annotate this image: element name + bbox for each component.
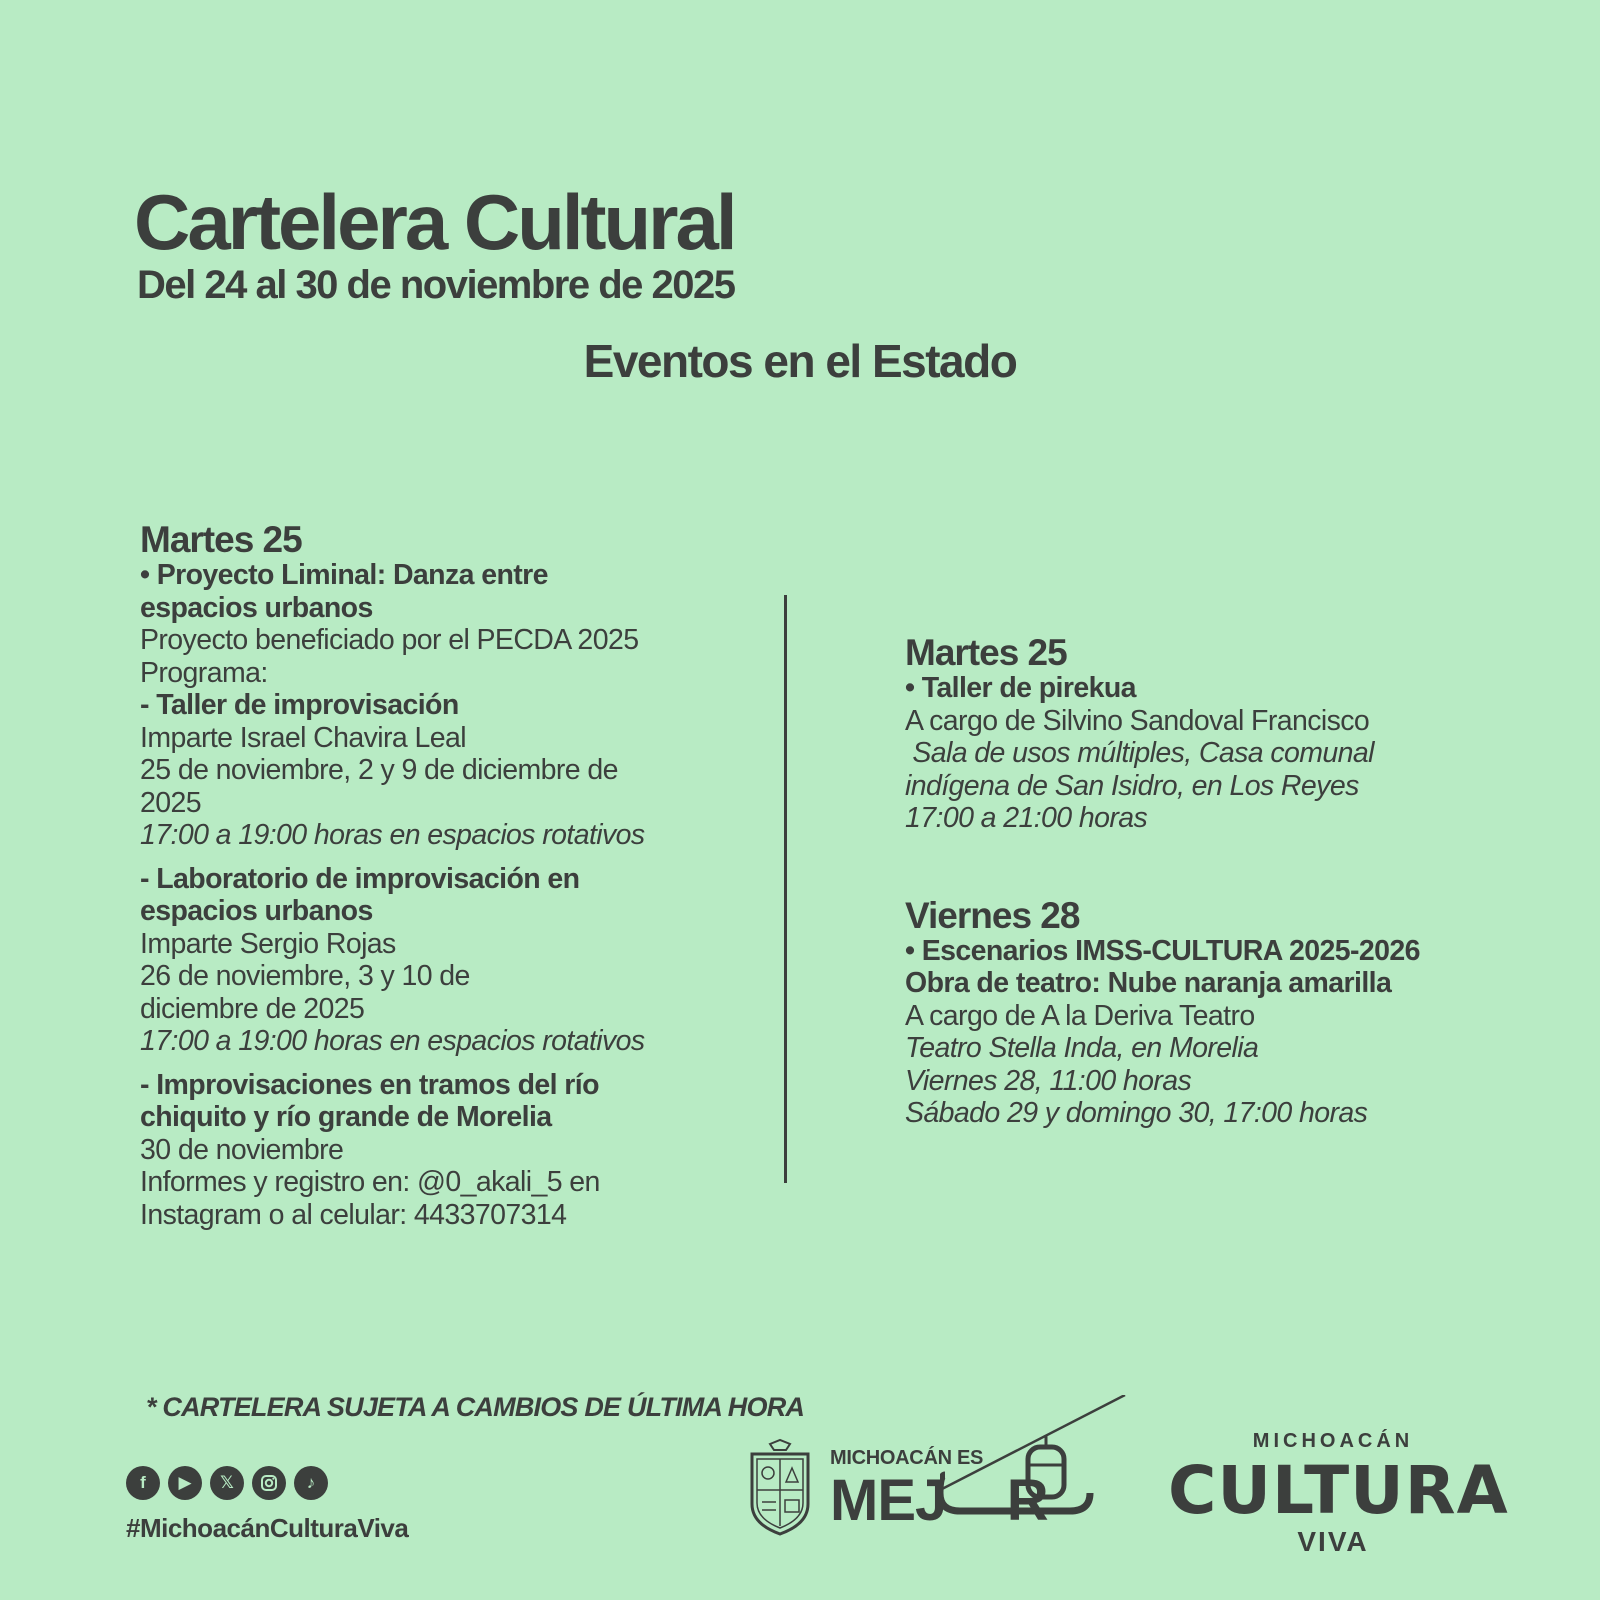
event-time-weekend: Sábado 29 y domingo 30, 17:00 horas: [905, 1097, 1368, 1129]
registration-info: Informes y registro en: @0_akali_5 en: [140, 1166, 600, 1198]
event-host: A cargo de A la Deriva Teatro: [905, 999, 1255, 1032]
workshop-title: - Taller de improvisación: [140, 689, 459, 721]
lab-title: - Laboratorio de improvisación en: [140, 862, 580, 895]
event-place-cont: indígena de San Isidro, en Los Reyes: [905, 769, 1359, 802]
facebook-icon[interactable]: f: [126, 1466, 160, 1500]
hashtag: #MichoacánCulturaViva: [126, 1513, 409, 1543]
social-icons: [126, 1466, 328, 1500]
lab-dates: 26 de noviembre, 3 y 10 de: [140, 960, 470, 992]
river-date: 30 de noviembre: [140, 1133, 344, 1166]
date-range-subtitle: Del 24 al 30 de noviembre de 2025: [137, 263, 735, 307]
lab-teacher: Imparte Sergio Rojas: [140, 927, 396, 960]
event-place: Sala de usos múltiples, Casa comunal: [905, 737, 1374, 769]
program-label: Programa:: [140, 656, 268, 689]
day-heading: Viernes 28: [905, 894, 1080, 936]
event-beneficiary: Proyecto beneficiado por el PECDA 2025: [140, 624, 639, 656]
event-title: • Taller de pirekua: [905, 672, 1136, 704]
cultura-viva-logo-top: MICHOACÁN: [1252, 1430, 1414, 1452]
logo1-top-text: MICHOACÁN ES: [830, 1447, 984, 1469]
column-divider: [784, 595, 787, 1183]
workshop-teacher: Imparte Israel Chavira Leal: [140, 721, 466, 754]
lab-dates-cont: diciembre de 2025: [140, 992, 365, 1025]
instagram-icon[interactable]: [252, 1466, 286, 1500]
event-time: 17:00 a 21:00 horas: [905, 802, 1148, 834]
tiktok-icon[interactable]: ♪: [294, 1466, 328, 1500]
right-events-column: [905, 634, 1420, 1130]
day-heading: Martes 25: [905, 632, 1067, 673]
event-title: • Escenarios IMSS-CULTURA 2025-2026: [905, 934, 1420, 967]
event-host: A cargo de Silvino Sandoval Francisco: [905, 704, 1370, 737]
event-title: • Proyecto Liminal: Danza entre: [140, 559, 548, 591]
event-title-cont: espacios urbanos: [140, 591, 373, 624]
cultura-viva-logo-main: CULTURA: [1168, 1452, 1509, 1529]
x-icon[interactable]: 𝕏: [210, 1466, 244, 1500]
cultura-viva-logo-sub: VIVA: [1297, 1526, 1369, 1557]
left-events-column: [140, 521, 645, 1231]
section-heading: [0, 335, 1600, 387]
river-title-cont: chiquito y río grande de Morelia: [140, 1101, 552, 1133]
changes-notice: * CARTELERA SUJETA A CAMBIOS DE ÚLTIMA HORA: [146, 1392, 805, 1422]
coat-of-arms-icon: [748, 1438, 812, 1538]
workshop-time: 17:00 a 19:00 horas en espacios rotativos: [140, 819, 645, 851]
lab-time: 17:00 a 19:00 horas en espacios rotativos: [140, 1025, 645, 1057]
section-heading-text: Eventos en el Estado: [583, 335, 1017, 387]
logo1-main-text: MEJ R: [830, 1468, 1048, 1533]
workshop-dates-cont: 2025: [140, 786, 202, 819]
registration-info-cont: Instagram o al celular: 4433707314: [140, 1198, 567, 1231]
play-title: Obra de teatro: Nube naranja amarilla: [905, 967, 1392, 999]
lab-title-cont: espacios urbanos: [140, 895, 373, 927]
event-place: Teatro Stella Inda, en Morelia: [905, 1032, 1259, 1064]
day-heading: Martes 25: [140, 519, 302, 560]
page-title: Cartelera Cultural: [134, 178, 735, 266]
river-title: - Improvisaciones en tramos del río: [140, 1068, 599, 1101]
event-time: Viernes 28, 11:00 horas: [905, 1064, 1192, 1097]
youtube-icon[interactable]: ▶: [168, 1466, 202, 1500]
workshop-dates: 25 de noviembre, 2 y 9 de diciembre de: [140, 754, 618, 786]
cable-car-icon: [940, 1395, 1130, 1525]
